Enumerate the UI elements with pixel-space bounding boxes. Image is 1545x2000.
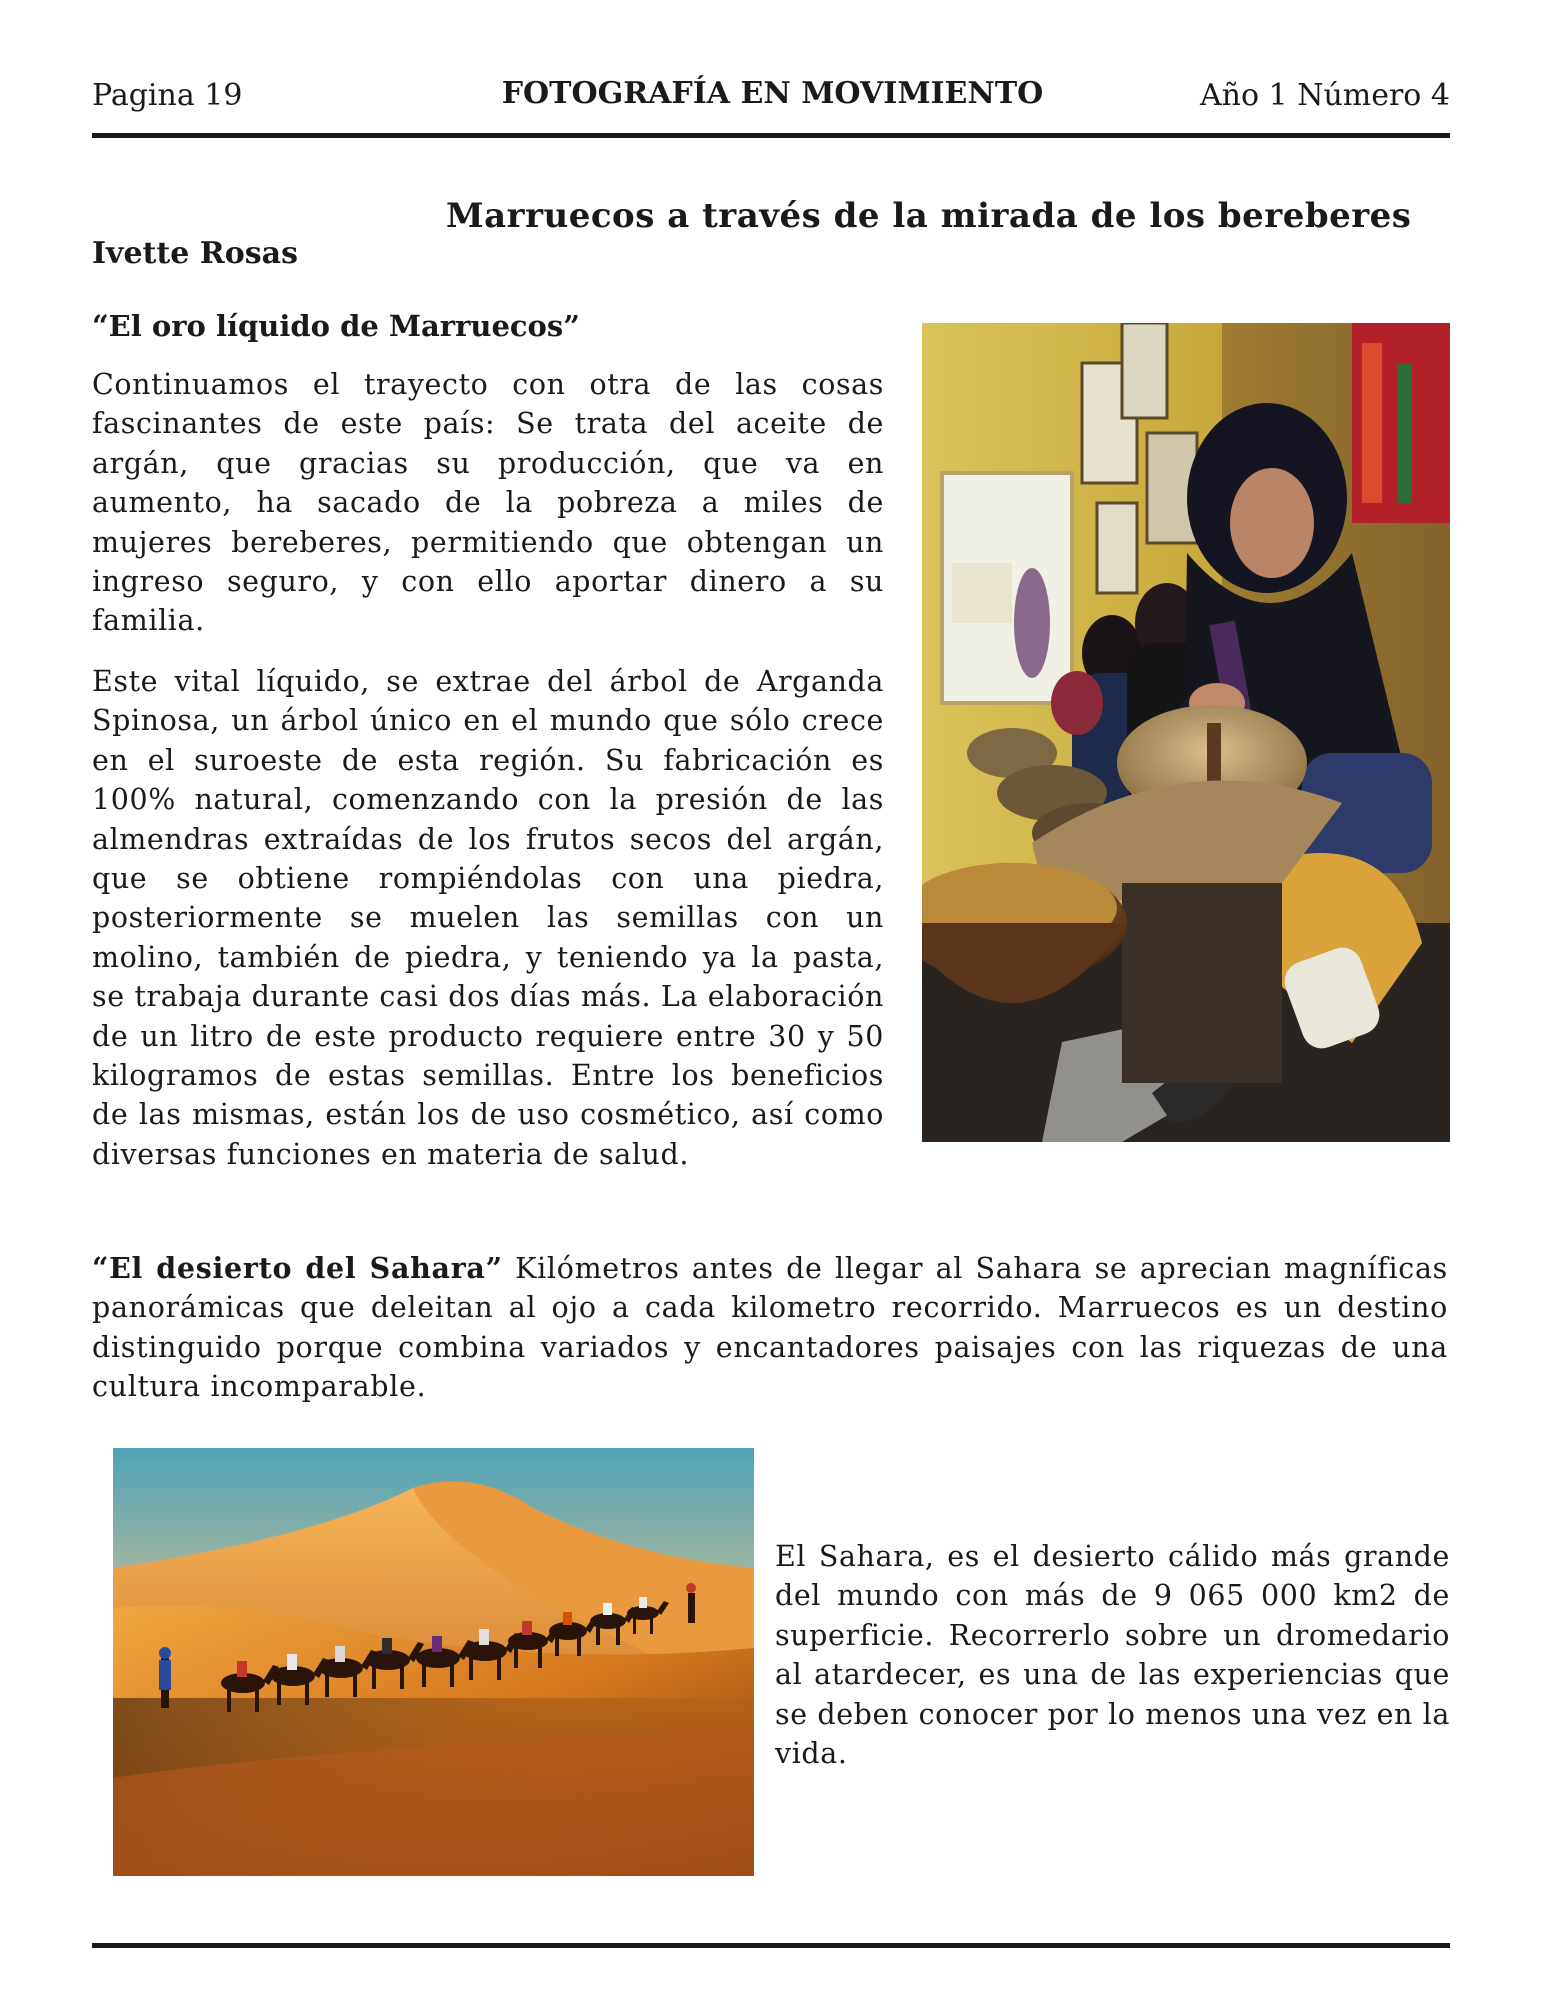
paragraph-sahara-intro	[92, 1249, 1448, 1407]
paragraph-argan-intro: Continuamos el trayecto con otra de las cosas fascinantes de este país: Se trata del aceite de argán, que gracias su producción, que va en aumento, ha sacado de la pobreza a miles de mujeres bereberes, permitiendo que obtengan un ingreso seguro, y con ello aportar dinero a su familia.	[92, 368, 884, 638]
argan-women-photo	[922, 323, 1450, 1142]
paragraph-sahara-facts: El Sahara, es el desierto cálido más grande del mundo con más de 9 065 000 km2 de superficie. Recorrerlo sobre un dromedario al atardecer, es una de las experiencias que se deben conocer por lo menos una vez en la vida.	[775, 1540, 1450, 1771]
header-divider	[92, 133, 1450, 138]
footer-divider	[92, 1943, 1450, 1948]
section-heading-sahara: “El desierto del Sahara”	[92, 1251, 503, 1285]
section-heading-argan: “El oro líquido de Marruecos”	[92, 309, 580, 343]
paragraph-sahara-intro-text: Kilómetros antes de llegar al Sahara se aprecian magníficas panorámicas que deleitan al ojo a cada kilometro recorrido. Marruecos es un destino distinguido porque combina variados y encantadores paisajes con las riquezas de una cultura incomparable.	[92, 1252, 1448, 1404]
paragraph-argan-process: Este vital líquido, se extrae del árbol de Arganda Spinosa, un árbol único en el mundo que sólo crece en el suroeste de esta región. Su fabricación es 100% natural, comenzando con la presión de las almendras extraídas de los frutos secos del argán, que se obtiene rompiéndolas con una piedra, posteriormente se muelen las semillas con un molino, también de piedra, y teniendo ya la pasta, se trabaja durante casi dos días más. La elaboración de un litro de este producto requiere entre 30 y 50 kilogramos de estas semillas. Entre los beneficios de las mismas, están los de uso cosmético, así como diversas funciones en materia de salud.	[92, 665, 884, 1171]
issue-label: Año 1 Número 4	[1199, 78, 1450, 113]
article-author: Ivette Rosas	[92, 236, 298, 271]
page-number: Pagina 19	[92, 78, 243, 113]
sahara-caravan-photo	[113, 1448, 754, 1876]
article-title: Marruecos a través de la mirada de los bereberes	[446, 196, 1412, 236]
camel-caravan-dunes-icon	[113, 1448, 754, 1876]
women-grinding-argan-icon	[922, 323, 1450, 1142]
magazine-title: FOTOGRAFÍA EN MOVIMIENTO	[501, 76, 1044, 111]
